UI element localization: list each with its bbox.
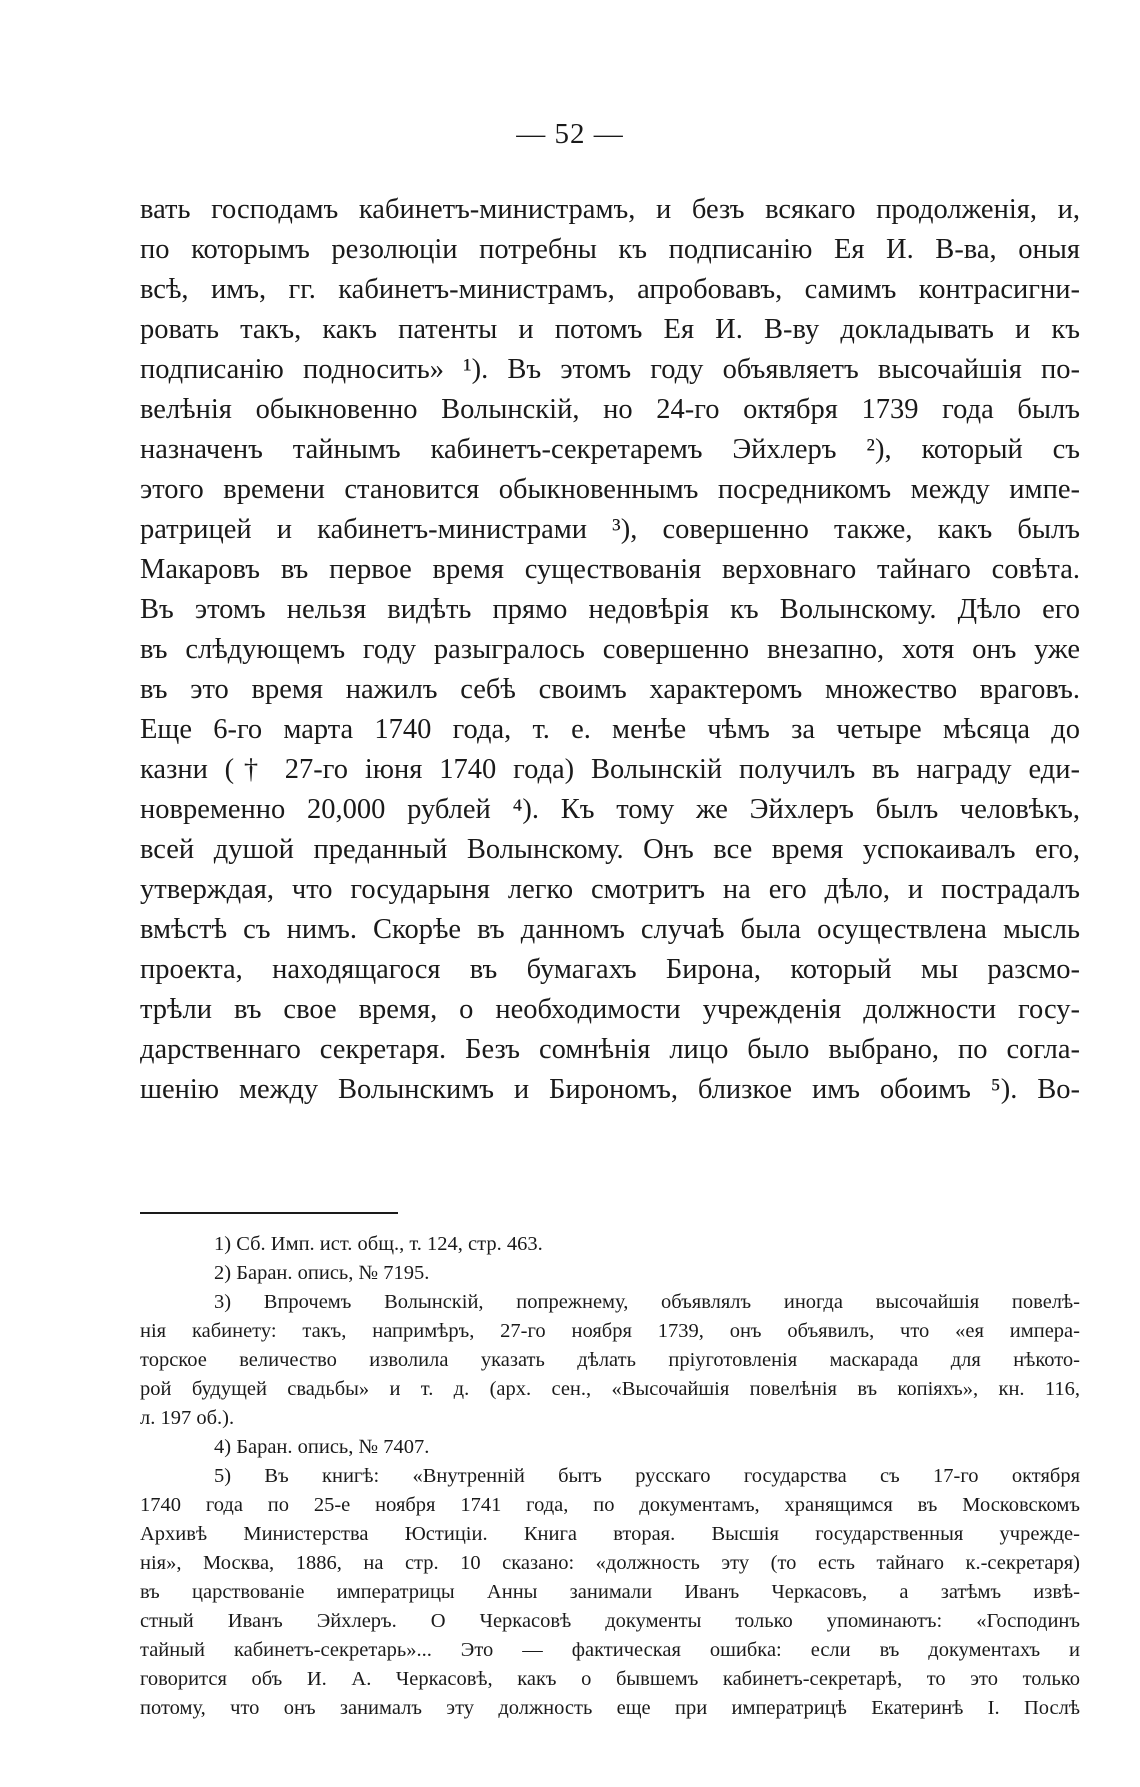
text-line: шенію между Волынскимъ и Бирономъ, близкое имъ обоимъ ⁵). Во- bbox=[140, 1074, 1080, 1105]
text-line: Макаровъ въ первое время существованія верховнаго тайнаго совѣта. bbox=[140, 554, 1080, 585]
footnote-line: Архивѣ Министерства Юстиціи. Книга вторая. Высшія государственныя учрежде- bbox=[140, 1523, 1080, 1545]
text-line: ратрицей и кабинетъ-министрами ³), совершенно также, какъ былъ bbox=[140, 514, 1080, 545]
footnote-line: тайный кабинетъ-секретарь»... Это — фактическая ошибка: если въ документахъ и bbox=[140, 1639, 1080, 1661]
text-line: трѣли въ свое время, о необходимости учрежденія должности госу- bbox=[140, 994, 1080, 1025]
text-line: всѣ, имъ, гг. кабинетъ-министрамъ, апробовавъ, самимъ контрасигни- bbox=[140, 274, 1080, 305]
text-line: этого времени становится обыкновеннымъ посредникомъ между импе- bbox=[140, 474, 1080, 505]
text-line: дарственнаго секретаря. Безъ сомнѣнія лицо было выбрано, по согла- bbox=[140, 1034, 1080, 1065]
text-line: Еще 6-го марта 1740 года, т. е. менѣе чѣмъ за четыре мѣсяца до bbox=[140, 714, 1080, 745]
text-line: ровать такъ, какъ патенты и потомъ Ея И. В-ву докладывать и къ bbox=[140, 314, 1080, 345]
text-line: казни († 27-го іюня 1740 года) Волынскій получилъ въ награду еди- bbox=[140, 754, 1080, 785]
text-line: всей душой преданный Волынскому. Онъ все время успокаивалъ его, bbox=[140, 834, 1080, 865]
text-line: въ слѣдующемъ году разыгралось совершенно внезапно, хотя онъ уже bbox=[140, 634, 1080, 665]
footnote-4: 4) Баран. опись, № 7407. bbox=[214, 1436, 430, 1458]
footnote-line: 1740 года по 25-е ноября 1741 года, по документамъ, хранящимся въ Московскомъ bbox=[140, 1494, 1080, 1516]
footnote-line: л. 197 об.). bbox=[140, 1407, 235, 1429]
footnote-line: рой будущей свадьбы» и т. д. (арх. сен., «Высочайшія повелѣнія въ копіяхъ», кн. 116, bbox=[140, 1378, 1080, 1400]
footnote-line: стный Иванъ Эйхлеръ. О Черкасовѣ документы только упоминаютъ: «Господинъ bbox=[140, 1610, 1080, 1632]
footnote-1: 1) Сб. Имп. ист. общ., т. 124, стр. 463. bbox=[214, 1233, 543, 1255]
footnote-2: 2) Баран. опись, № 7195. bbox=[214, 1262, 430, 1284]
footnote-line: 5) Въ книгѣ: «Внутренній бытъ русскаго государства съ 17-го октября bbox=[214, 1465, 1080, 1487]
footnote-line: потому, что онъ занималъ эту должность еще при императрицѣ Екатеринѣ I. Послѣ bbox=[140, 1697, 1080, 1719]
footnotes bbox=[140, 1230, 1080, 1723]
text-line: подписанію подносить» ¹). Въ этомъ году объявляетъ высочайшія по- bbox=[140, 354, 1080, 385]
footnote-line: торское величество изволила указать дѣлать пріуготовленія маскарада для нѣкото- bbox=[140, 1349, 1080, 1371]
footnote-line: нія кабинету: такъ, напримѣръ, 27-го ноября 1739, онъ объявилъ, что «ея импера- bbox=[140, 1320, 1080, 1342]
footnote-5 bbox=[140, 1462, 1080, 1723]
text-line: по которымъ резолюціи потребны къ подписанію Ея И. В-ва, оныя bbox=[140, 234, 1080, 265]
text-line: вать господамъ кабинетъ-министрамъ, и безъ всякаго продолженія, и, bbox=[140, 194, 1080, 225]
page-number: — 52 — bbox=[516, 118, 624, 150]
footnote-line: нія», Москва, 1886, на стр. 10 сказано: «должность эту (то есть тайнаго к.-секретаря) bbox=[140, 1552, 1080, 1574]
footnote-line: въ царствованіе императрицы Анны занимали Иванъ Черкасовъ, а затѣмъ извѣ- bbox=[140, 1581, 1080, 1603]
footnote-line: 3) Впрочемъ Волынскій, попрежнему, объявлялъ иногда высочайшія повелѣ- bbox=[214, 1291, 1080, 1313]
text-line: новременно 20,000 рублей ⁴). Къ тому же Эйхлеръ былъ человѣкъ, bbox=[140, 794, 1080, 825]
text-line: назначенъ тайнымъ кабинетъ-секретаремъ Эйхлеръ ²), который съ bbox=[140, 434, 1080, 465]
footnote-divider bbox=[140, 1212, 398, 1214]
main-text bbox=[140, 190, 1080, 1110]
footnote-line: говорится объ И. А. Черкасовѣ, какъ о бывшемъ кабинетъ-секретарѣ, то это только bbox=[140, 1668, 1080, 1690]
footnote-3 bbox=[140, 1288, 1080, 1433]
text-line: велѣнія обыкновенно Волынскій, но 24-го октября 1739 года былъ bbox=[140, 394, 1080, 425]
text-line: утверждая, что государыня легко смотритъ на его дѣло, и пострадалъ bbox=[140, 874, 1080, 905]
text-line: Въ этомъ нельзя видѣть прямо недовѣрія къ Волынскому. Дѣло его bbox=[140, 594, 1080, 625]
text-line: въ это время нажилъ себѣ своимъ характеромъ множество враговъ. bbox=[140, 674, 1080, 705]
text-line: вмѣстѣ съ нимъ. Скорѣе въ данномъ случаѣ была осуществлена мысль bbox=[140, 914, 1080, 945]
text-line: проекта, находящагося въ бумагахъ Бирона, который мы разсмо- bbox=[140, 954, 1080, 985]
